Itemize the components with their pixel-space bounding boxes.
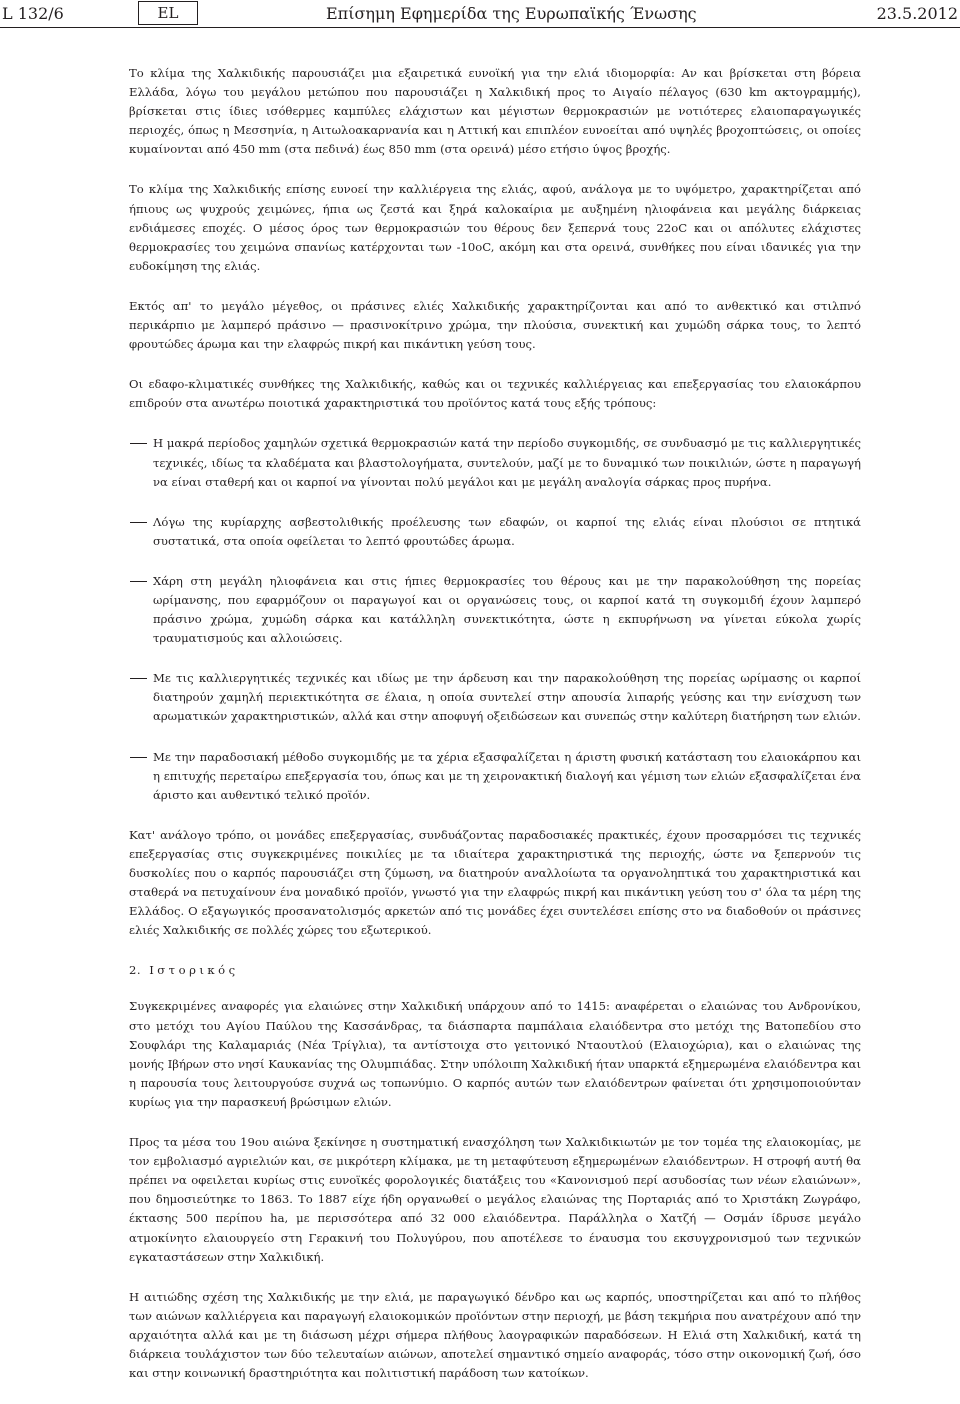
list-item: [129, 748, 861, 805]
paragraph-soil-climate-intro: Οι εδαφο-κλιματικές συνθήκες της Χαλκιδικής, καθώς και οι τεχνικές καλλιέργειας και επεξεργασίας του ελαιοκάρπου επιδρούν στα ανωτέρω ποιοτικά χαρακτηριστικά του προϊόντος κατά τους εξής τρόπους:: [129, 377, 861, 411]
language-code-box: EL: [138, 1, 198, 25]
section-title: Ιστορικός: [149, 963, 239, 978]
dash-bullet-icon: [129, 669, 153, 726]
list-item-text: Με τις καλλιεργητικές τεχνικές και ιδίως με την άρδευση και την παρακολούθηση της πορείας ωρίμασης οι καρποί διατηρούν χαμηλή περιεκτικότητα σε έλαια, η οποία συντελεί στην απουσία λιπαρής γεύσης και την ενίσχυση των αρωματικών χαρακτηριστικών, αλλά και στην αποφυγή οξειδώσεων και συνεπώς στην καλύτερη διατήρηση των ελιών.: [153, 671, 861, 724]
dash-bullet-icon: [129, 434, 153, 491]
page-header: [0, 0, 960, 28]
list-item: [129, 572, 861, 648]
header-divider: [0, 27, 960, 28]
publication-date: 23.5.2012: [876, 4, 958, 23]
dash-bullet-icon: [129, 572, 153, 648]
paragraph-history-1415: Συγκεκριμένες αναφορές για ελαιώνες στην Χαλκιδική υπάρχουν από το 1415: αναφέρεται ο ελαιώνας του Ανδρονίκου, στο μετόχι του Αγίου Παύλου της Κασσάνδρας, τα διάσπαρτα παμπάλαια ελαιόδεντρα στο μετόχι της Βατοπεδίου στο Σουφλάρι της Καλαμαριάς (Νέα Τρίγλια), τα αντίστοιχα στο γειτονικό Νταουτλού (Ελαιοχώρια), και ο ελαιώνας της μονής Ιβήρων στο νησί Καυκανίας της Ολυμπιάδας. Στην υπόλοιπη Χαλκιδική ήταν υπαρκτά εξημερωμένα ελαιόδεντρα και η παρουσία τους λειτουργούσε συχνά ως τοπωνύμιο. Ο καρπός αυτών των ελαιόδεντρων φαίνεται ότι χρησιμοποιούνταν κυρίως για την παρασκευή βρώσιμων ελιών.: [129, 999, 861, 1109]
paragraph-climate-cultivation: Το κλίμα της Χαλκιδικής επίσης ευνοεί την καλλιέργεια της ελιάς, αφού, ανάλογα με το υψόμετρο, χαρακτηρίζεται από ήπιους ως ψυχρούς χειμώνες, ήπια ως ζεστά και ξηρά καλοκαίρια με αυξημένη ηλιοφάνεια και μεγάλης διάρκειας ενδιάμεσες εποχές. Ο μέσος όρος των θερμοκρασιών του θέρους δεν ξεπερνά τους 22oC και οι απόλυτες ελάχιστες θερμοκρασίες του χειμώνα σπανίως κατέρχονται των -10oC, ακόμη και στα ορεινά, συνθήκες που είναι ιδανικές για την ευδοκίμηση της ελιάς.: [129, 182, 861, 273]
list-item: [129, 513, 861, 551]
list-item: [129, 669, 861, 726]
document-body: [129, 64, 861, 1404]
paragraph-causal-link: Η αιτιώδης σχέση της Χαλκιδικής με την ελιά, με παραγωγικό δένδρο και ως καρπός, υποστηρίζεται και από το πλήθος των αιώνων καλλιέργεια και παραγωγή ελαιοκομικών προϊόντων στην περιοχή, με βάση τεκμήρια που ανατρέχουν από την αρχαιότητα αλλά και με τη διάσωση μέχρι σήμερα πλήθους λαογραφικών παραδόσεων. Η Ελιά στη Χαλκιδική, κατά τη διάρκεια τουλάχιστον των δύο τελευταίων αιώνων, αποτελεί σημαντικό σημείο αναφοράς, τόσο στην οικονομική ζωή, όσο και στην κοινωνική δραστηριότητα και πολιτιστική παράδοση των κατοίκων.: [129, 1289, 861, 1381]
section-number: 2.: [129, 963, 142, 978]
list-item-text: Λόγω της κυρίαρχης ασβεστολιθικής προέλευσης των εδαφών, οι καρποί της ελιάς είναι πλούσιοι σε πτητικά συστατικά, στα οποία οφείλεται το λεπτό φρουτώδες άρωμα.: [153, 514, 861, 548]
paragraph-olive-characteristics: Εκτός απ' το μεγάλο μέγεθος, οι πράσινες ελιές Χαλκιδικής χαρακτηρίζονται και από το ανθεκτικό και στιλπνό περικάρπιο με λαμπερό πράσινο — πρασινοκίτρινο χρώμα, την πλούσια, συνεκτική και χυμώδη σάρκα τους, το λεπτό φρουτώδες άρωμα και την ελαφρώς πικρή και πικάντικη γεύση τους.: [129, 298, 861, 352]
section-heading: [129, 961, 861, 980]
paragraph-processing: Κατ' ανάλογο τρόπο, οι μονάδες επεξεργασίας, συνδυάζοντας παραδοσιακές πρακτικές, έχουν προσαρμόσει τις τεχνικές επεξεργασίας στις συγκεκριμένες ποικιλίες με τα ιδιαίτερα χαρακτηριστικά της περιοχής, ώστε να ξεπερνούν τις δυσκολίες που ο καρπός παρουσιάζει στη ζύμωση, να διατηρούν αναλλοίωτα τα οργανοληπτικά του χαρακτηριστικά και σταθερά να πετυχαίνουν ένα μοναδικό προϊόν, γνωστό για την ελαφρώς πικρή και πικάντικη γεύση του σ' όλα τα μέρη της Ελλάδος. Ο εξαγωγικός προσανατολισμός αρκετών από τις μονάδες έχει συντελέσει επίσης στο να διαδοθούν οι πράσινες ελιές Χαλκιδικής σε πολλές χώρες του εξωτερικού.: [129, 827, 861, 938]
paragraph-history-19th-century: Προς τα μέσα του 19ου αιώνα ξεκίνησε η συστηματική ενασχόληση των Χαλκιδικιωτών με τον τομέα της ελαιοκομίας, με τον εμβολιασμό αγριελιών και, σε μικρότερη κλίμακα, με τη μεταφύτευση εξημερωμένων ελαιόδεντρων. Η στροφή αυτή θα πρέπει να οφειλεται κυρίως στις ευνοϊκές φορολογικές διατάξεις του «Κανονισμού περί ασυδοσίας των νέων ελαιώνων», που δημοσιεύτηκε το 1863. Το 1887 είχε ήδη οργανωθεί ο μεγάλος ελαιώνας της Πορταριάς από το Χριστάκη Ζωγράφο, έκτασης 500 περίπου ha, με περισσότερα από 32 000 ελαιόδεντρα. Παράλληλα ο Χατζή — Οσμάν ίδρυσε μεγάλο ατμοκίνητο ελαιουργείο στη Γερακινή του Πολυγύρου, που αποτέλεσε το έναυσμα του εκσυγχρονισμού των τεχνικών εγκαταστάσεων στην Χαλκιδική.: [129, 1135, 861, 1264]
list-item-text: Με την παραδοσιακή μέθοδο συγκομιδής με τα χέρια εξασφαλίζεται η άριστη φυσική κατάσταση του ελαιοκάρπου και η επιτυχής περεταίρω επεξεργασία του, όπως και με τη χειρονακτική διαλογή και γέμιση των ελιών εξασφαλίζεται ένα άριστο και αυθεντικό τελικό προϊόν.: [153, 749, 861, 802]
list-item: [129, 434, 861, 491]
dash-bullet-icon: [129, 513, 153, 551]
journal-title: Επίσημη Εφημερίδα της Ευρωπαϊκής Ένωσης: [326, 4, 697, 23]
paragraph-climate: Το κλίμα της Χαλκιδικής παρουσιάζει μια εξαιρετικά ευνοϊκή για την ελιά ιδιομορφία: Αν και βρίσκεται στη βόρεια Ελλάδα, λόγω του μεγάλου μετώπου που παρουσιάζει η Χαλκιδική προς το Αιγαίο πέλαγος (630 km ακτογραμμής), βρίσκεται στις ίδιες ισόθερμες καμπύλες ελάχιστων και μέγιστων θερμοκρασιών με νοτιότερες ελαιοπαραγωγικές περιοχές, όπως η Μεσσηνία, η Αιτωλοακαρνανία και η Αττική και επιπλέον ευνοείται από υψηλές βροχοπτώσεις, οι οποίες κυμαίνονται από 450 mm (στα πεδινά) έως 850 mm (στα ορεινά) μέσο ετήσιο ύψος βροχής.: [129, 66, 861, 157]
list-item-text: Χάρη στη μεγάλη ηλιοφάνεια και στις ήπιες θερμοκρασίες του θέρους και με την παρακολούθηση της πορείας ωρίμανσης, που εφαρμόζουν οι παραγωγοί και οι οργανώσεις τους, οι καρποί κατά τη συγκομιδή έχουν λαμπερό πράσινο χρώμα, χυμώδη σάρκα και κατάλληλη συνεκτικότητα, ώστε η εκπυρήνωση να γίνεται εύκολα χωρίς τραυματισμούς και αλλοιώσεις.: [153, 573, 861, 646]
page-reference: L 132/6: [2, 4, 64, 23]
list-item-text: Η μακρά περίοδος χαμηλών σχετικά θερμοκρασιών κατά την περίοδο συγκομιδής, σε συνδυασμό με τις καλλιεργητικές τεχνικές, ιδίως τα κλαδέματα και βλαστολογήματα, συντελούν, μαζί με το δυναμικό των ποικιλιών, ώστε η παραγωγή να είναι σταθερή και οι καρποί να γίνονται πολύ μεγάλοι και με μεγάλη αναλογία σάρκας προς πυρήνα.: [153, 436, 861, 489]
dash-bullet-icon: [129, 748, 153, 805]
